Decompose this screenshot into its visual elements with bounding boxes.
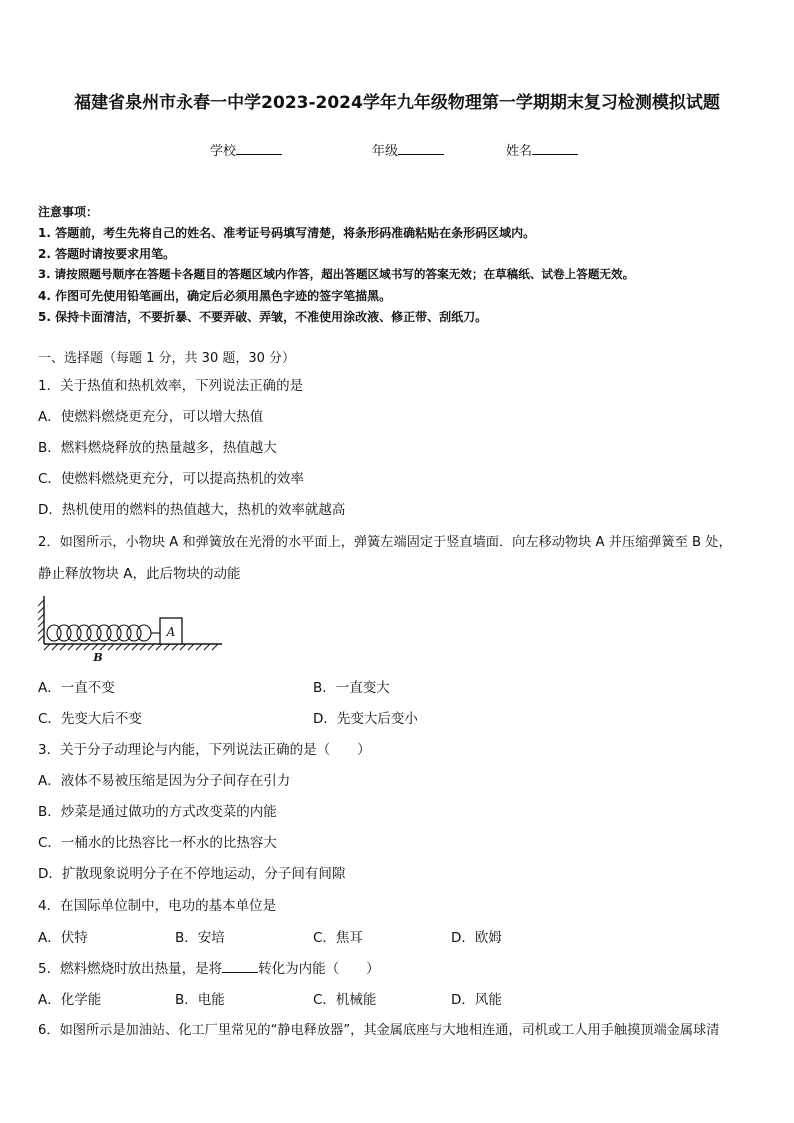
grade-blank — [398, 142, 444, 155]
question-2-option-a: A．一直不变 — [38, 680, 115, 696]
question-5-option-d: D．风能 — [451, 992, 502, 1008]
question-5-stem-before: 5．燃料燃烧时放出热量，是将 — [38, 961, 223, 977]
school-field — [210, 140, 282, 159]
question-3-option-b: B．炒菜是通过做功的方式改变菜的内能 — [38, 804, 277, 820]
question-1-option-a: A．使燃料燃烧更充分，可以增大热值 — [38, 409, 264, 425]
name-blank — [532, 142, 578, 155]
question-5-option-a: A．化学能 — [38, 992, 102, 1008]
note-item: 4. 作图可先使用铅笔画出，确定后必须用黑色字迹的签字笔描黑。 — [38, 289, 392, 303]
question-1-option-d: D．热机使用的燃料的热值越大，热机的效率就越高 — [38, 502, 346, 518]
spring-coils — [47, 625, 151, 641]
question-4-option-c: C．焦耳 — [313, 930, 363, 946]
grade-label: 年级 — [372, 144, 399, 159]
school-label: 学校 — [210, 144, 237, 159]
exam-title: 福建省泉州市永春一中学2023-2024学年九年级物理第一学期期末复习检测模拟试题 — [74, 93, 720, 113]
question-4-stem: 4．在国际单位制中，电功的基本单位是 — [38, 898, 277, 914]
block-a-label: A — [166, 625, 176, 639]
question-4-option-d: D．欧姆 — [451, 930, 502, 946]
name-label: 姓名 — [506, 144, 533, 159]
note-item: 1. 答题前，考生先将自己的姓名、准考证号码填写清楚，将条形码准确粘贴在条形码区域内。 — [38, 226, 536, 240]
notes-heading: 注意事项： — [38, 205, 99, 219]
question-2-stem: 2．如图所示，小物块 A 和弹簧放在光滑的水平面上，弹簧左端固定于竖直墙面．向左移动物块 A 并压缩弹簧至 B 处， — [38, 535, 732, 550]
question-2-stem-cont: 静止释放物块 A，此后物块的动能 — [38, 566, 241, 582]
point-b-label: B — [93, 651, 103, 664]
question-5-blank — [222, 960, 258, 973]
question-1-option-c: C．使燃料燃烧更充分，可以提高热机的效率 — [38, 471, 304, 487]
name-field — [506, 140, 578, 159]
section-heading: 一、选择题（每题 1 分，共 30 题，30 分） — [38, 351, 296, 366]
question-2-option-c: C．先变大后不变 — [38, 711, 142, 727]
question-2-option-b: B．一直变大 — [313, 680, 390, 696]
question-5-stem-after: 转化为内能（ ） — [258, 961, 380, 977]
question-5-option-c: C．机械能 — [313, 992, 377, 1008]
wall-hatch — [38, 600, 44, 641]
question-3-option-a: A．液体不易被压缩是因为分子间存在引力 — [38, 773, 291, 789]
question-1-stem: 1．关于热值和热机效率，下列说法正确的是 — [38, 378, 304, 394]
question-6-stem: 6．如图所示是加油站、化工厂里常见的“静电释放器”，其金属底座与大地相连通，司机或工人用手触摸顶端金属球清 — [38, 1023, 720, 1038]
spring-block-figure — [38, 592, 228, 664]
question-5-stem — [38, 957, 380, 977]
school-blank — [236, 142, 282, 155]
question-1-option-b: B．燃料燃烧释放的热量越多，热值越大 — [38, 440, 277, 456]
question-4-option-a: A．伏特 — [38, 930, 88, 946]
question-3-option-d: D．扩散现象说明分子在不停地运动，分子间有间隙 — [38, 866, 346, 882]
question-3-stem: 3．关于分子动理论与内能，下列说法正确的是（ ） — [38, 742, 371, 758]
note-item: 2. 答题时请按要求用笔。 — [38, 247, 176, 261]
question-2-option-d: D．先变大后变小 — [313, 711, 418, 727]
question-4-option-b: B．安培 — [175, 930, 225, 946]
note-item: 5. 保持卡面清洁，不要折暴、不要弄破、弄皱，不准使用涂改液、修正带、刮纸刀。 — [38, 310, 488, 324]
question-5-option-b: B．电能 — [175, 992, 225, 1008]
floor-hatch — [44, 644, 218, 650]
grade-field — [372, 140, 444, 159]
note-item: 3. 请按照题号顺序在答题卡各题目的答题区域内作答，超出答题区域书写的答案无效；在草稿纸、试卷上答题无效。 — [38, 267, 635, 281]
question-3-option-c: C．一桶水的比热容比一杯水的比热容大 — [38, 835, 277, 851]
